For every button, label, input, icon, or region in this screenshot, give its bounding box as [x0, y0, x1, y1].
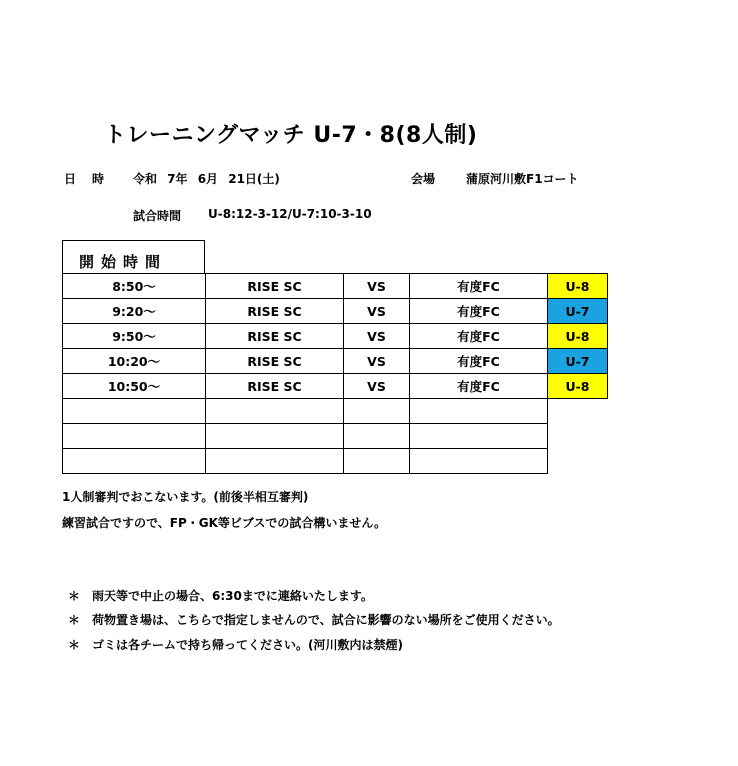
asterisk-bullet: ＊ — [68, 638, 81, 652]
home-team-cell: RISE SC — [206, 324, 344, 349]
empty-row — [63, 399, 608, 424]
empty-cell — [206, 449, 344, 474]
time-cell: 10:50～ — [63, 374, 206, 399]
empty-cell — [344, 424, 410, 449]
blank-cell — [548, 424, 608, 449]
asterisk-bullet: ＊ — [68, 589, 81, 603]
home-team-cell: RISE SC — [206, 299, 344, 324]
empty-cell — [63, 449, 206, 474]
schedule-table — [62, 273, 608, 474]
empty-row — [63, 424, 608, 449]
rule-rain: 雨天等で中止の場合、6:30までに連絡いたします。 — [92, 589, 373, 603]
empty-cell — [410, 449, 548, 474]
time-cell: 9:50～ — [63, 324, 206, 349]
division-badge: U-7 — [548, 299, 608, 324]
match-time-label: 試合時間 — [133, 209, 182, 223]
vs-cell: VS — [344, 349, 410, 374]
time-cell: 8:50～ — [63, 274, 206, 299]
empty-cell — [410, 399, 548, 424]
away-team-cell: 有度FC — [410, 324, 548, 349]
vs-cell: VS — [344, 274, 410, 299]
page-title: トレーニングマッチ U-7・8(8人制) — [104, 123, 478, 148]
empty-cell — [206, 399, 344, 424]
match-time-value: U-8:12-3-12/U-7:10-3-10 — [208, 207, 372, 221]
division-badge: U-7 — [548, 349, 608, 374]
home-team-cell: RISE SC — [206, 274, 344, 299]
away-team-cell: 有度FC — [410, 274, 548, 299]
blank-cell — [548, 449, 608, 474]
division-badge: U-8 — [548, 324, 608, 349]
blank-cell — [548, 399, 608, 424]
time-cell: 9:20～ — [63, 299, 206, 324]
empty-row — [63, 449, 608, 474]
table-row — [63, 274, 608, 299]
away-team-cell: 有度FC — [410, 299, 548, 324]
vs-cell: VS — [344, 374, 410, 399]
table-row — [63, 349, 608, 374]
table-row — [63, 299, 608, 324]
empty-cell — [410, 424, 548, 449]
venue-label: 会場 — [411, 172, 436, 186]
note-referee: 1人制審判でおこないます。(前後半相互審判) — [62, 490, 309, 504]
away-team-cell: 有度FC — [410, 349, 548, 374]
empty-cell — [206, 424, 344, 449]
division-badge: U-8 — [548, 274, 608, 299]
table-row — [63, 324, 608, 349]
home-team-cell: RISE SC — [206, 349, 344, 374]
venue-value: 蒲原河川敷F1コート — [466, 172, 579, 186]
division-badge: U-8 — [548, 374, 608, 399]
asterisk-bullet: ＊ — [68, 613, 81, 627]
table-row — [63, 374, 608, 399]
date-value: 令和 7年 6月 21日(土) — [133, 172, 280, 186]
home-team-cell: RISE SC — [206, 374, 344, 399]
time-cell: 10:20～ — [63, 349, 206, 374]
start-time-header: 開始時間 — [62, 240, 205, 273]
note-bibs: 練習試合ですので、FP・GK等ビブスでの試合構いません。 — [62, 516, 387, 530]
rule-trash: ゴミは各チームで持ち帰ってください。(河川敷内は禁煙) — [92, 638, 403, 652]
vs-cell: VS — [344, 299, 410, 324]
empty-cell — [63, 399, 206, 424]
empty-cell — [63, 424, 206, 449]
empty-cell — [344, 399, 410, 424]
empty-cell — [344, 449, 410, 474]
date-label: 日時 — [64, 172, 121, 186]
away-team-cell: 有度FC — [410, 374, 548, 399]
rule-luggage: 荷物置き場は、こちらで指定しませんので、試合に影響のない場所をご使用ください。 — [92, 613, 560, 627]
vs-cell: VS — [344, 324, 410, 349]
